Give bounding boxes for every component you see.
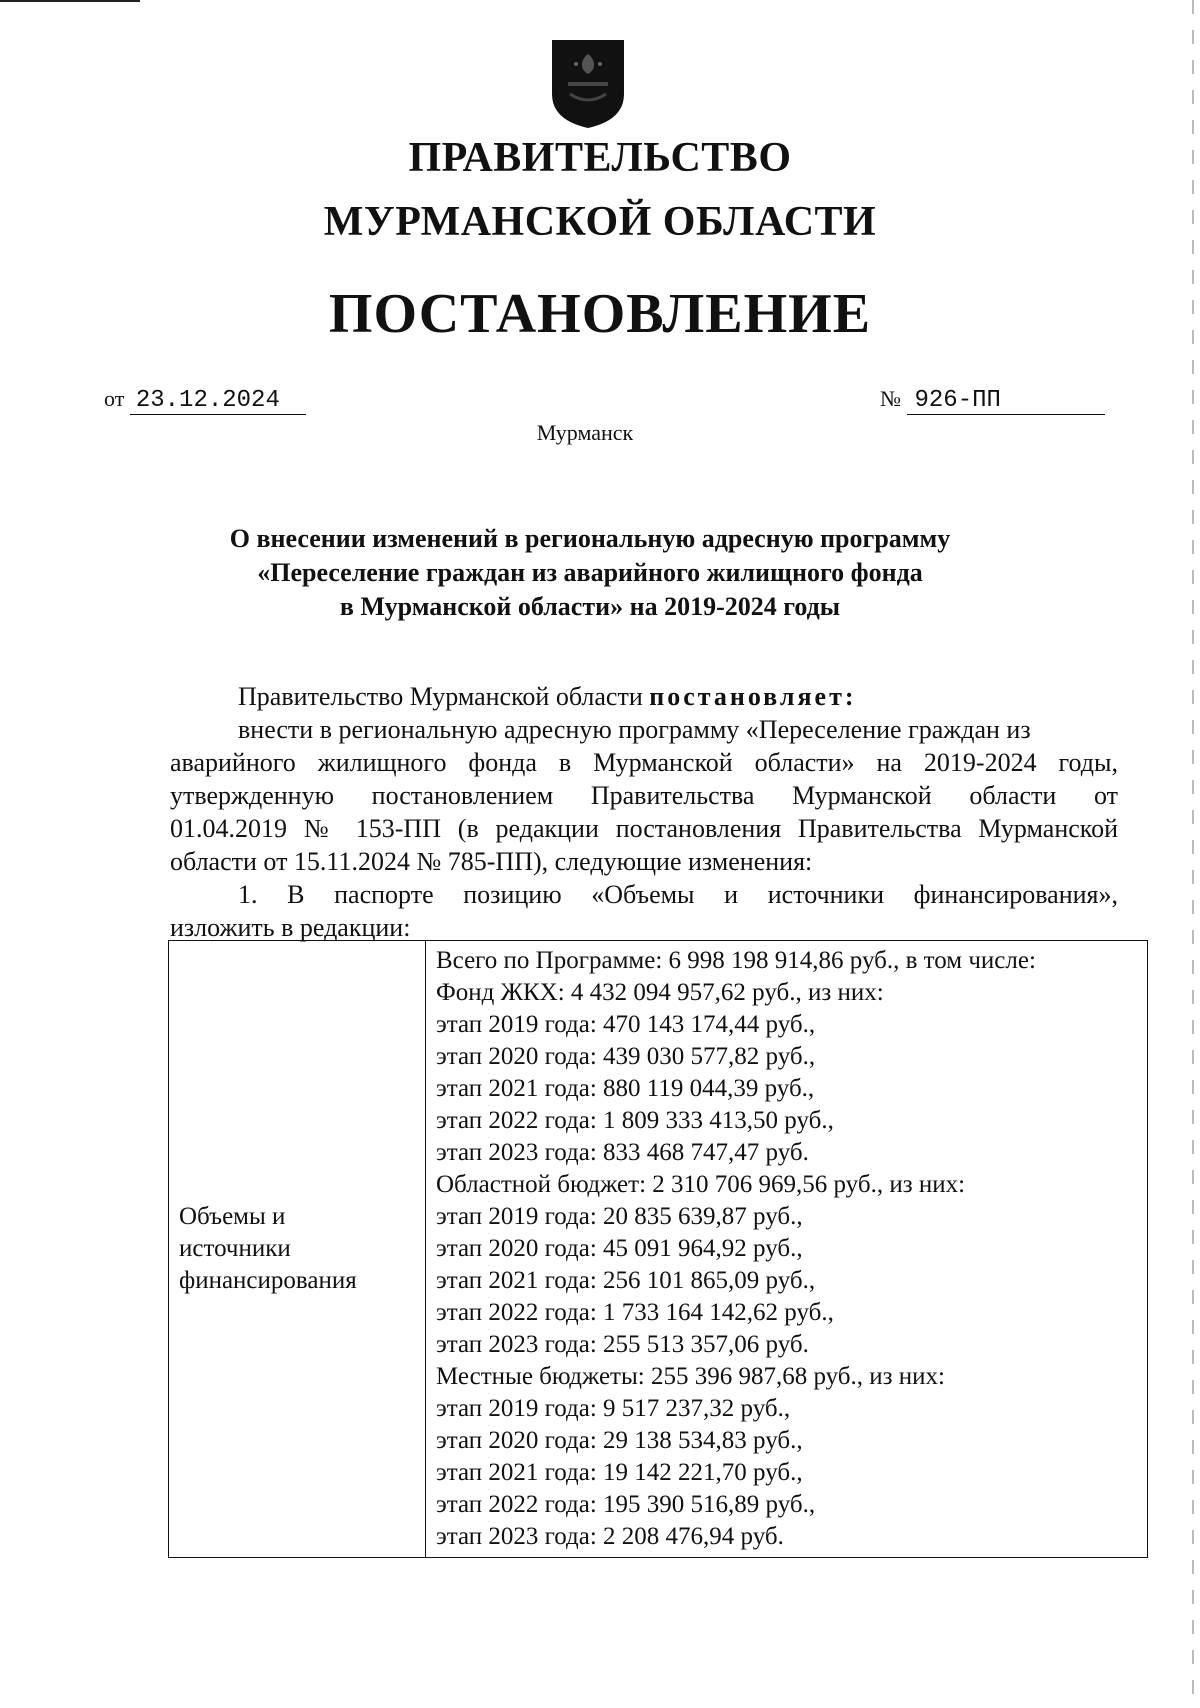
date-value: 23.12.2024 [130,388,306,415]
financing-line: этап 2023 года: 2 208 476,94 руб. [436,1523,784,1550]
value-lines [436,945,1137,1553]
financing-line: этап 2019 года: 470 143 174,44 руб., [436,1011,816,1038]
city-name: Мурманск [536,420,634,445]
financing-line: Областной бюджет: 2 310 706 969,56 руб., из них: [436,1171,966,1198]
paragraph-line: области от 15.11.2024 № 785-ПП), следующие изменения: [170,847,813,876]
coat-of-arms-icon [546,36,630,130]
title-line: «Переселение граждан из аварийного жилищного фонда [257,558,923,587]
paragraph-line: 01.04.2019 № 153-ПП (в редакции постановления Правительства Мурманской [170,814,1118,843]
label-line: Объемы и [179,1203,286,1230]
number-field [880,386,1105,415]
financing-line: этап 2021 года: 19 142 221,70 руб., [436,1459,803,1486]
title-line: О внесении изменений в региональную адресную программу [229,524,951,553]
document-type: ПОСТАНОВЛЕНИЕ [328,283,872,345]
financing-line: этап 2020 года: 29 138 534,83 руб., [436,1427,803,1454]
date-prefix: от [104,386,125,411]
intro-text: Правительство Мурманской области [238,682,650,711]
financing-line: этап 2022 года: 1 733 164 142,62 руб., [436,1299,834,1326]
financing-line: этап 2021 года: 880 119 044,39 руб., [436,1075,815,1102]
scan-artifact-edge [1192,0,1194,1708]
table-value-cell [426,941,1148,1558]
financing-line: Фонд ЖКХ: 4 432 094 957,62 руб., из них: [436,979,884,1006]
title-line: в Мурманской области» на 2019-2024 годы [339,592,841,621]
paragraph-line: внести в региональную адресную программу «Переселение граждан из [238,715,1031,744]
financing-line: этап 2019 года: 20 835 639,87 руб., [436,1203,803,1230]
financing-line: этап 2020 года: 439 030 577,82 руб., [436,1043,816,1070]
financing-line: этап 2019 года: 9 517 237,32 руб., [436,1395,791,1422]
label-line: источники [179,1235,291,1262]
document-title [140,522,1040,624]
org-name-line2: МУРМАНСКОЙ ОБЛАСТИ [323,199,877,245]
financing-line: этап 2023 года: 255 513 357,06 руб. [436,1331,809,1358]
document-body [170,680,1118,944]
financing-line: Всего по Программе: 6 998 198 914,86 руб., в том числе: [436,947,1036,974]
financing-line: этап 2023 года: 833 468 747,47 руб. [436,1139,809,1166]
org-name-line1: ПРАВИТЕЛЬСТВО [408,135,792,181]
date-field [104,386,306,415]
paragraph-line: 1. В паспорте позицию «Объемы и источники финансирования», [238,880,1118,909]
financing-line: этап 2020 года: 45 091 964,92 руб., [436,1235,803,1262]
financing-line: Местные бюджеты: 255 396 987,68 руб., из них: [436,1363,945,1390]
financing-line: этап 2021 года: 256 101 865,09 руб., [436,1267,816,1294]
label-line: финансирования [179,1267,357,1294]
paragraph-line: аварийного жилищного фонда в Мурманской области» на 2019-2024 годы, [170,748,1118,777]
scan-artifact-line [0,0,140,2]
paragraph-line: изложить в редакции: [170,913,411,942]
table-row [169,941,1148,1558]
label-lines [179,1201,415,1297]
intro-line [170,680,1118,713]
number-prefix: № [880,386,901,411]
number-value: 926-ПП [907,388,1105,415]
decree-keyword: постановляет: [649,682,857,711]
table-label-cell [169,941,426,1558]
financing-table [168,940,1148,1558]
financing-line: этап 2022 года: 195 390 516,89 руб., [436,1491,816,1518]
paragraph-line: утвержденную постановлением Правительства Мурманской области от [170,781,1118,810]
financing-line: этап 2022 года: 1 809 333 413,50 руб., [436,1107,834,1134]
